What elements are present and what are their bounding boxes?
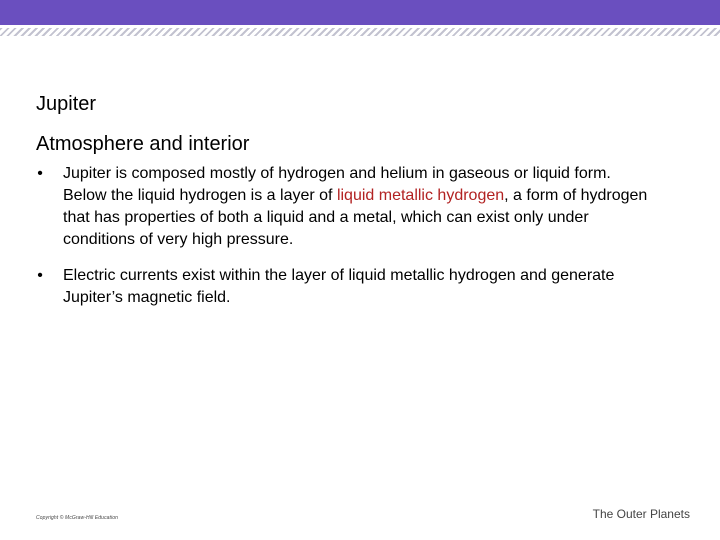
slide-subtitle: Atmosphere and interior — [36, 133, 250, 155]
bullet-icon: • — [37, 267, 43, 284]
highlighted-term: liquid metallic hydrogen — [336, 187, 505, 204]
footer-section-label: The Outer Planets — [592, 507, 690, 521]
bullet-text-before: Jupiter is composed mostly of hydrogen and helium in gaseous or liquid form. Below the liquid hydrogen is a layer of — [63, 165, 611, 204]
bullet-item — [36, 265, 656, 309]
bullet-text-after: , a form of hydrogen that has properties of both a liquid and a metal, which can exist only under conditions of very high pressure. — [63, 187, 648, 248]
bullet-item — [36, 163, 656, 251]
bullet-icon: • — [37, 165, 43, 182]
bullet-list — [36, 163, 656, 323]
bullet-text: Electric currents exist within the layer of liquid metallic hydrogen and generate Jupiter’s magnetic field. — [63, 267, 615, 306]
top-banner — [0, 0, 720, 25]
decorative-dash-strip — [0, 28, 720, 36]
slide-title: Jupiter — [36, 93, 97, 115]
copyright-notice: Copyright © McGraw-Hill Education — [36, 515, 119, 521]
